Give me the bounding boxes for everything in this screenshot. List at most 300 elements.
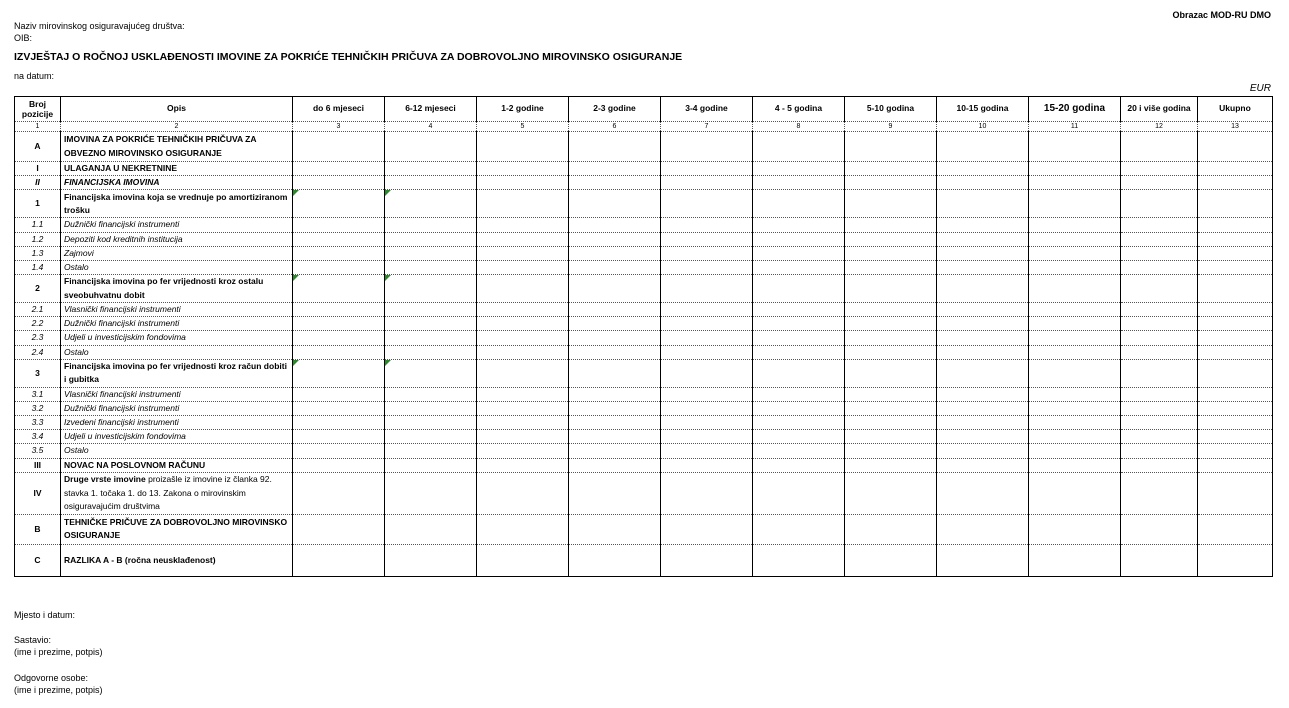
column-number: 6 bbox=[569, 122, 661, 132]
row-position: 1.4 bbox=[15, 260, 61, 274]
value-cell[interactable] bbox=[845, 472, 937, 514]
value-cell[interactable] bbox=[937, 514, 1029, 544]
value-cell[interactable] bbox=[385, 162, 477, 176]
value-cell[interactable] bbox=[845, 232, 937, 246]
value-cell[interactable] bbox=[1029, 359, 1121, 387]
col-header-period: 2-3 godine bbox=[569, 97, 661, 122]
value-cell[interactable] bbox=[477, 458, 569, 472]
value-cell[interactable] bbox=[385, 190, 477, 218]
value-cell[interactable] bbox=[477, 345, 569, 359]
value-cell[interactable] bbox=[1029, 260, 1121, 274]
value-cell[interactable] bbox=[569, 387, 661, 401]
value-cell[interactable] bbox=[661, 430, 753, 444]
value-cell[interactable] bbox=[845, 317, 937, 331]
table-row bbox=[15, 401, 1273, 415]
value-cell[interactable] bbox=[1121, 303, 1198, 317]
value-cell[interactable] bbox=[1198, 444, 1273, 458]
value-cell[interactable] bbox=[937, 275, 1029, 303]
row-description: Dužnički financijski instrumenti bbox=[61, 317, 293, 331]
value-cell[interactable] bbox=[293, 401, 385, 415]
value-cell[interactable] bbox=[1198, 317, 1273, 331]
value-cell[interactable] bbox=[661, 458, 753, 472]
value-cell[interactable] bbox=[569, 190, 661, 218]
value-cell[interactable] bbox=[661, 232, 753, 246]
value-cell[interactable] bbox=[569, 275, 661, 303]
value-cell[interactable] bbox=[1121, 162, 1198, 176]
value-cell[interactable] bbox=[1198, 218, 1273, 232]
value-cell[interactable] bbox=[477, 331, 569, 345]
value-cell[interactable] bbox=[1198, 246, 1273, 260]
value-cell[interactable] bbox=[1029, 444, 1121, 458]
value-cell[interactable] bbox=[937, 472, 1029, 514]
value-cell[interactable] bbox=[477, 162, 569, 176]
row-position: 3.4 bbox=[15, 430, 61, 444]
value-cell[interactable] bbox=[845, 359, 937, 387]
value-cell[interactable] bbox=[385, 232, 477, 246]
value-cell[interactable] bbox=[385, 303, 477, 317]
value-cell[interactable] bbox=[569, 458, 661, 472]
value-cell[interactable] bbox=[1198, 387, 1273, 401]
header-row bbox=[15, 97, 1273, 122]
value-cell[interactable] bbox=[569, 176, 661, 190]
value-cell[interactable] bbox=[661, 275, 753, 303]
value-cell[interactable] bbox=[569, 303, 661, 317]
value-cell[interactable] bbox=[385, 218, 477, 232]
value-cell[interactable] bbox=[1198, 303, 1273, 317]
value-cell[interactable] bbox=[569, 132, 661, 162]
value-cell[interactable] bbox=[937, 132, 1029, 162]
value-cell[interactable] bbox=[569, 246, 661, 260]
value-cell[interactable] bbox=[937, 387, 1029, 401]
value-cell[interactable] bbox=[477, 444, 569, 458]
value-cell[interactable] bbox=[1029, 232, 1121, 246]
value-cell[interactable] bbox=[937, 218, 1029, 232]
value-cell[interactable] bbox=[845, 331, 937, 345]
value-cell[interactable] bbox=[937, 430, 1029, 444]
column-number: 13 bbox=[1198, 122, 1273, 132]
value-cell[interactable] bbox=[753, 176, 845, 190]
value-cell[interactable] bbox=[569, 401, 661, 415]
value-cell[interactable] bbox=[569, 218, 661, 232]
value-cell[interactable] bbox=[1121, 275, 1198, 303]
value-cell[interactable] bbox=[385, 345, 477, 359]
value-cell[interactable] bbox=[845, 190, 937, 218]
value-cell[interactable] bbox=[661, 472, 753, 514]
value-cell[interactable] bbox=[385, 387, 477, 401]
value-cell[interactable] bbox=[293, 416, 385, 430]
value-cell[interactable] bbox=[1121, 387, 1198, 401]
value-cell[interactable] bbox=[385, 458, 477, 472]
value-cell[interactable] bbox=[477, 387, 569, 401]
value-cell[interactable] bbox=[661, 416, 753, 430]
value-cell[interactable] bbox=[477, 132, 569, 162]
value-cell[interactable] bbox=[845, 218, 937, 232]
table-row bbox=[15, 246, 1273, 260]
value-cell[interactable] bbox=[293, 132, 385, 162]
value-cell[interactable] bbox=[293, 345, 385, 359]
value-cell[interactable] bbox=[937, 190, 1029, 218]
value-cell[interactable] bbox=[477, 472, 569, 514]
value-cell[interactable] bbox=[845, 176, 937, 190]
value-cell[interactable] bbox=[937, 359, 1029, 387]
value-cell[interactable] bbox=[1121, 190, 1198, 218]
value-cell[interactable] bbox=[845, 416, 937, 430]
value-cell[interactable] bbox=[661, 331, 753, 345]
value-cell[interactable] bbox=[1029, 514, 1121, 544]
col-header-period: 4 - 5 godina bbox=[753, 97, 845, 122]
value-cell[interactable] bbox=[385, 317, 477, 331]
value-cell[interactable] bbox=[293, 387, 385, 401]
table-row bbox=[15, 345, 1273, 359]
value-cell[interactable] bbox=[753, 275, 845, 303]
value-cell[interactable] bbox=[293, 331, 385, 345]
value-cell[interactable] bbox=[1029, 331, 1121, 345]
table-row bbox=[15, 218, 1273, 232]
value-cell[interactable] bbox=[1198, 190, 1273, 218]
value-cell[interactable] bbox=[845, 132, 937, 162]
value-cell[interactable] bbox=[1121, 359, 1198, 387]
value-cell[interactable] bbox=[293, 359, 385, 387]
row-description: Ostalo bbox=[61, 345, 293, 359]
value-cell[interactable] bbox=[753, 544, 845, 576]
value-cell[interactable] bbox=[293, 514, 385, 544]
value-cell[interactable] bbox=[1121, 458, 1198, 472]
table-row bbox=[15, 331, 1273, 345]
value-cell[interactable] bbox=[1029, 275, 1121, 303]
value-cell[interactable] bbox=[753, 359, 845, 387]
value-cell[interactable] bbox=[845, 458, 937, 472]
row-description: Depoziti kod kreditnih institucija bbox=[61, 232, 293, 246]
value-cell[interactable] bbox=[661, 359, 753, 387]
row-position: C bbox=[15, 544, 61, 576]
value-cell[interactable] bbox=[477, 232, 569, 246]
value-cell[interactable] bbox=[753, 218, 845, 232]
value-cell[interactable] bbox=[1198, 359, 1273, 387]
value-cell[interactable] bbox=[1121, 132, 1198, 162]
value-cell[interactable] bbox=[1029, 472, 1121, 514]
value-cell[interactable] bbox=[1029, 218, 1121, 232]
value-cell[interactable] bbox=[477, 359, 569, 387]
value-cell[interactable] bbox=[477, 544, 569, 576]
value-cell[interactable] bbox=[753, 387, 845, 401]
value-cell[interactable] bbox=[1198, 232, 1273, 246]
value-cell[interactable] bbox=[569, 416, 661, 430]
value-cell[interactable] bbox=[937, 162, 1029, 176]
value-cell[interactable] bbox=[1121, 176, 1198, 190]
value-cell[interactable] bbox=[661, 246, 753, 260]
value-cell[interactable] bbox=[293, 162, 385, 176]
value-cell[interactable] bbox=[1029, 176, 1121, 190]
value-cell[interactable] bbox=[477, 246, 569, 260]
col-header-period: 6-12 mjeseci bbox=[385, 97, 477, 122]
value-cell[interactable] bbox=[845, 260, 937, 274]
cell-comment-marker-icon bbox=[293, 275, 299, 281]
value-cell[interactable] bbox=[1029, 430, 1121, 444]
value-cell[interactable] bbox=[753, 401, 845, 415]
value-cell[interactable] bbox=[293, 458, 385, 472]
report-table bbox=[14, 96, 1273, 577]
table-body bbox=[15, 132, 1273, 577]
value-cell[interactable] bbox=[569, 232, 661, 246]
value-cell[interactable] bbox=[661, 514, 753, 544]
value-cell[interactable] bbox=[1121, 232, 1198, 246]
value-cell[interactable] bbox=[385, 401, 477, 415]
value-cell[interactable] bbox=[569, 260, 661, 274]
col-header-period: 20 i više godina bbox=[1121, 97, 1198, 122]
table-row bbox=[15, 132, 1273, 162]
col-header-position: Broj pozicije bbox=[15, 97, 61, 122]
value-cell[interactable] bbox=[477, 401, 569, 415]
value-cell[interactable] bbox=[1198, 544, 1273, 576]
table-row bbox=[15, 514, 1273, 544]
value-cell[interactable] bbox=[385, 176, 477, 190]
value-cell[interactable] bbox=[1198, 416, 1273, 430]
value-cell[interactable] bbox=[477, 190, 569, 218]
value-cell[interactable] bbox=[753, 246, 845, 260]
value-cell[interactable] bbox=[845, 275, 937, 303]
value-cell[interactable] bbox=[1198, 430, 1273, 444]
value-cell[interactable] bbox=[661, 544, 753, 576]
value-cell[interactable] bbox=[661, 401, 753, 415]
value-cell[interactable] bbox=[385, 275, 477, 303]
value-cell[interactable] bbox=[385, 430, 477, 444]
value-cell[interactable] bbox=[1121, 401, 1198, 415]
value-cell[interactable] bbox=[1121, 472, 1198, 514]
value-cell[interactable] bbox=[753, 331, 845, 345]
value-cell[interactable] bbox=[477, 218, 569, 232]
value-cell[interactable] bbox=[1121, 345, 1198, 359]
row-position: 2 bbox=[15, 275, 61, 303]
form-code: Obrazac MOD-RU DMO bbox=[1172, 10, 1271, 20]
value-cell[interactable] bbox=[477, 260, 569, 274]
value-cell[interactable] bbox=[661, 218, 753, 232]
row-description: Zajmovi bbox=[61, 246, 293, 260]
value-cell[interactable] bbox=[1198, 331, 1273, 345]
value-cell[interactable] bbox=[753, 444, 845, 458]
value-cell[interactable] bbox=[293, 246, 385, 260]
column-number: 5 bbox=[477, 122, 569, 132]
value-cell[interactable] bbox=[569, 317, 661, 331]
value-cell[interactable] bbox=[661, 190, 753, 218]
value-cell[interactable] bbox=[1121, 416, 1198, 430]
value-cell[interactable] bbox=[753, 162, 845, 176]
value-cell[interactable] bbox=[1029, 387, 1121, 401]
value-cell[interactable] bbox=[1198, 132, 1273, 162]
value-cell[interactable] bbox=[1198, 472, 1273, 514]
table-row bbox=[15, 416, 1273, 430]
value-cell[interactable] bbox=[293, 544, 385, 576]
value-cell[interactable] bbox=[477, 303, 569, 317]
value-cell[interactable] bbox=[753, 514, 845, 544]
value-cell[interactable] bbox=[937, 444, 1029, 458]
value-cell[interactable] bbox=[1198, 401, 1273, 415]
value-cell[interactable] bbox=[661, 132, 753, 162]
value-cell[interactable] bbox=[569, 514, 661, 544]
value-cell[interactable] bbox=[569, 472, 661, 514]
value-cell[interactable] bbox=[385, 472, 477, 514]
row-description: Ostalo bbox=[61, 444, 293, 458]
value-cell[interactable] bbox=[753, 416, 845, 430]
value-cell[interactable] bbox=[1029, 246, 1121, 260]
value-cell[interactable] bbox=[1029, 162, 1121, 176]
value-cell[interactable] bbox=[1121, 331, 1198, 345]
value-cell[interactable] bbox=[477, 275, 569, 303]
value-cell[interactable] bbox=[569, 359, 661, 387]
value-cell[interactable] bbox=[293, 176, 385, 190]
value-cell[interactable] bbox=[385, 416, 477, 430]
value-cell[interactable] bbox=[937, 331, 1029, 345]
value-cell[interactable] bbox=[845, 544, 937, 576]
value-cell[interactable] bbox=[1029, 544, 1121, 576]
value-cell[interactable] bbox=[569, 444, 661, 458]
value-cell[interactable] bbox=[569, 430, 661, 444]
row-position: 3.3 bbox=[15, 416, 61, 430]
value-cell[interactable] bbox=[1029, 416, 1121, 430]
value-cell[interactable] bbox=[385, 331, 477, 345]
value-cell[interactable] bbox=[753, 317, 845, 331]
value-cell[interactable] bbox=[1029, 458, 1121, 472]
row-description-bold: Druge vrste imovine bbox=[64, 474, 146, 485]
value-cell[interactable] bbox=[293, 275, 385, 303]
value-cell[interactable] bbox=[937, 246, 1029, 260]
company-label: Naziv mirovinskog osiguravajućeg društva: bbox=[14, 21, 185, 31]
value-cell[interactable] bbox=[293, 472, 385, 514]
value-cell[interactable] bbox=[661, 444, 753, 458]
table-row bbox=[15, 176, 1273, 190]
value-cell[interactable] bbox=[661, 387, 753, 401]
value-cell[interactable] bbox=[845, 246, 937, 260]
value-cell[interactable] bbox=[1029, 401, 1121, 415]
value-cell[interactable] bbox=[753, 190, 845, 218]
value-cell[interactable] bbox=[937, 458, 1029, 472]
value-cell[interactable] bbox=[937, 176, 1029, 190]
value-cell[interactable] bbox=[1121, 218, 1198, 232]
value-cell[interactable] bbox=[753, 345, 845, 359]
value-cell[interactable] bbox=[845, 430, 937, 444]
value-cell[interactable] bbox=[1198, 458, 1273, 472]
value-cell[interactable] bbox=[477, 176, 569, 190]
value-cell[interactable] bbox=[937, 416, 1029, 430]
value-cell[interactable] bbox=[845, 387, 937, 401]
value-cell[interactable] bbox=[1121, 514, 1198, 544]
value-cell[interactable] bbox=[293, 232, 385, 246]
value-cell[interactable] bbox=[293, 190, 385, 218]
row-description bbox=[61, 472, 293, 514]
value-cell[interactable] bbox=[937, 303, 1029, 317]
value-cell[interactable] bbox=[1029, 345, 1121, 359]
value-cell[interactable] bbox=[661, 260, 753, 274]
row-position: A bbox=[15, 132, 61, 162]
value-cell[interactable] bbox=[569, 345, 661, 359]
value-cell[interactable] bbox=[1029, 132, 1121, 162]
value-cell[interactable] bbox=[1198, 514, 1273, 544]
value-cell[interactable] bbox=[753, 458, 845, 472]
value-cell[interactable] bbox=[385, 132, 477, 162]
row-description: ULAGANJA U NEKRETNINE bbox=[61, 162, 293, 176]
value-cell[interactable] bbox=[753, 472, 845, 514]
value-cell[interactable] bbox=[569, 544, 661, 576]
value-cell[interactable] bbox=[385, 359, 477, 387]
value-cell[interactable] bbox=[937, 544, 1029, 576]
value-cell[interactable] bbox=[937, 260, 1029, 274]
value-cell[interactable] bbox=[1198, 162, 1273, 176]
table-row bbox=[15, 190, 1273, 218]
row-description: Udjeli u investicijskim fondovima bbox=[61, 430, 293, 444]
value-cell[interactable] bbox=[1198, 275, 1273, 303]
col-header-period: 5-10 godina bbox=[845, 97, 937, 122]
value-cell[interactable] bbox=[845, 401, 937, 415]
value-cell[interactable] bbox=[1198, 176, 1273, 190]
value-cell[interactable] bbox=[477, 514, 569, 544]
value-cell[interactable] bbox=[1029, 190, 1121, 218]
value-cell[interactable] bbox=[845, 162, 937, 176]
value-cell[interactable] bbox=[661, 162, 753, 176]
value-cell[interactable] bbox=[385, 246, 477, 260]
value-cell[interactable] bbox=[293, 444, 385, 458]
value-cell[interactable] bbox=[845, 303, 937, 317]
value-cell[interactable] bbox=[753, 132, 845, 162]
value-cell[interactable] bbox=[477, 430, 569, 444]
value-cell[interactable] bbox=[753, 430, 845, 444]
col-header-total: Ukupno bbox=[1198, 97, 1273, 122]
value-cell[interactable] bbox=[1029, 303, 1121, 317]
value-cell[interactable] bbox=[845, 444, 937, 458]
value-cell[interactable] bbox=[845, 345, 937, 359]
value-cell[interactable] bbox=[1121, 246, 1198, 260]
value-cell[interactable] bbox=[1121, 444, 1198, 458]
column-number: 8 bbox=[753, 122, 845, 132]
value-cell[interactable] bbox=[937, 401, 1029, 415]
value-cell[interactable] bbox=[293, 260, 385, 274]
value-cell[interactable] bbox=[569, 331, 661, 345]
row-position: II bbox=[15, 176, 61, 190]
value-cell[interactable] bbox=[1198, 345, 1273, 359]
value-cell[interactable] bbox=[937, 317, 1029, 331]
value-cell[interactable] bbox=[477, 416, 569, 430]
value-cell[interactable] bbox=[753, 303, 845, 317]
value-cell[interactable] bbox=[661, 303, 753, 317]
value-cell[interactable] bbox=[1121, 260, 1198, 274]
value-cell[interactable] bbox=[1121, 544, 1198, 576]
value-cell[interactable] bbox=[569, 162, 661, 176]
value-cell[interactable] bbox=[1121, 317, 1198, 331]
value-cell[interactable] bbox=[293, 317, 385, 331]
value-cell[interactable] bbox=[1029, 317, 1121, 331]
table-row bbox=[15, 303, 1273, 317]
value-cell[interactable] bbox=[293, 303, 385, 317]
value-cell[interactable] bbox=[385, 260, 477, 274]
value-cell[interactable] bbox=[385, 514, 477, 544]
value-cell[interactable] bbox=[293, 430, 385, 444]
value-cell[interactable] bbox=[661, 345, 753, 359]
value-cell[interactable] bbox=[753, 232, 845, 246]
column-number: 2 bbox=[61, 122, 293, 132]
value-cell[interactable] bbox=[937, 232, 1029, 246]
value-cell[interactable] bbox=[661, 317, 753, 331]
value-cell[interactable] bbox=[753, 260, 845, 274]
value-cell[interactable] bbox=[1121, 430, 1198, 444]
value-cell[interactable] bbox=[937, 345, 1029, 359]
value-cell[interactable] bbox=[385, 444, 477, 458]
value-cell[interactable] bbox=[845, 514, 937, 544]
value-cell[interactable] bbox=[1198, 260, 1273, 274]
row-position: 1.2 bbox=[15, 232, 61, 246]
value-cell[interactable] bbox=[293, 218, 385, 232]
value-cell[interactable] bbox=[477, 317, 569, 331]
value-cell[interactable] bbox=[385, 544, 477, 576]
value-cell[interactable] bbox=[661, 176, 753, 190]
col-header-period: 3-4 godine bbox=[661, 97, 753, 122]
